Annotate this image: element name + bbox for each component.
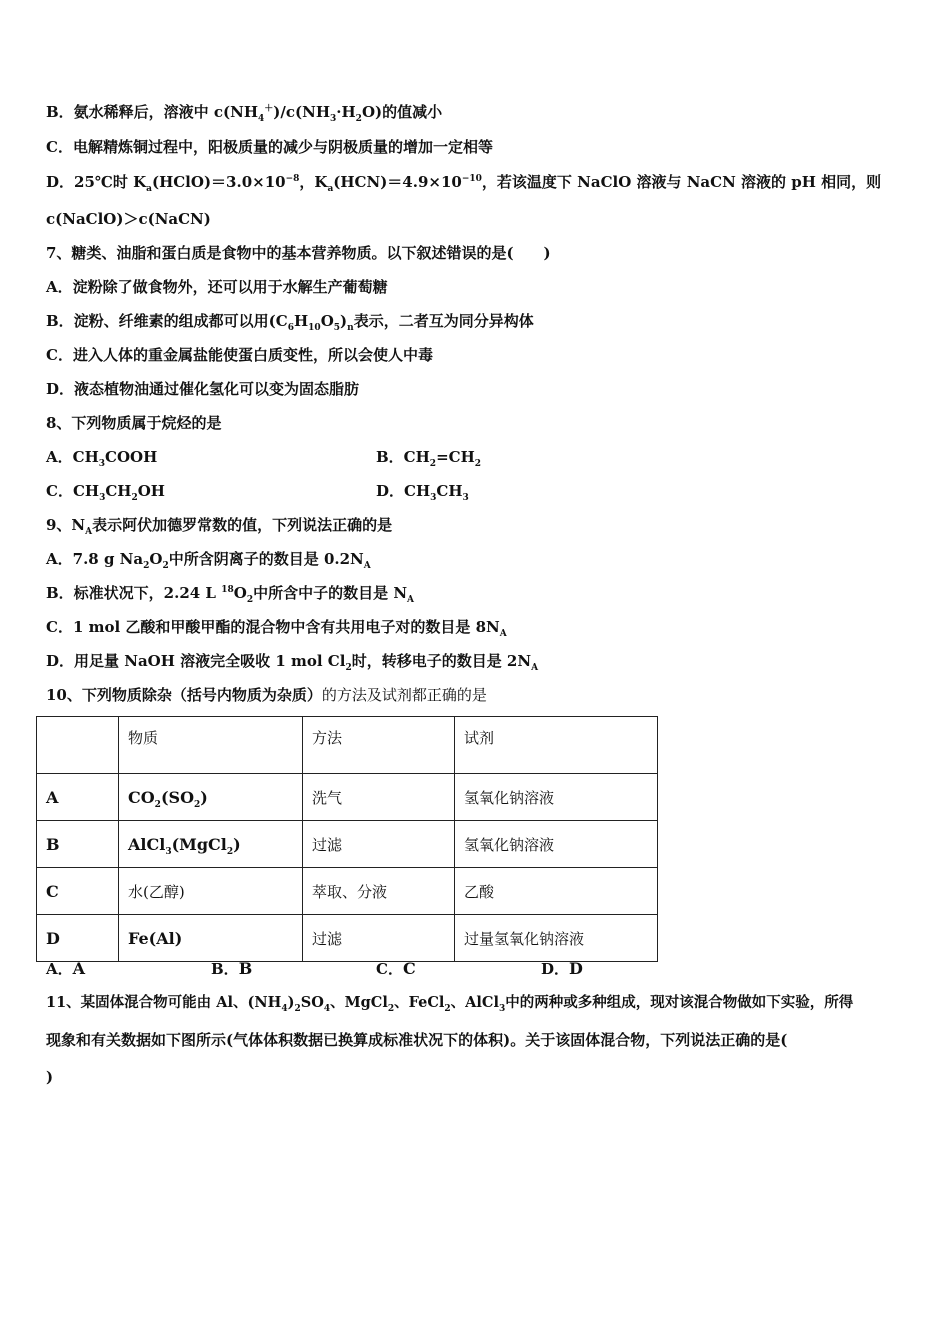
table-header-cell xyxy=(37,717,119,774)
row-label: B xyxy=(37,821,119,868)
substance-cell: Fe(Al) xyxy=(119,915,303,962)
q11-stem-line1: 11、某固体混合物可能由 Al、$(NH_4)_2SO_4$、MgCl$_2$、FeCl$_2$、AlCl$_3$中的两种或多种组成，现对该混合物做如下实验，所得 xyxy=(46,994,854,1014)
q8-option-d: D．$CH_3CH_3$ xyxy=(376,482,469,503)
q11-stem-line2: 现象和有关数据如下图所示(气体体积数据已换算成标准状况下的体积)。关于该固体混合物，下列说法正确的是( xyxy=(46,1031,788,1049)
reagent-cell: 氢氧化钠溶液 xyxy=(455,774,658,821)
q6-option-d-line1: D．25℃时 $K_a(HClO)=3.0\times 10^{-8}$，$K_a(HCN)=4.9\times 10^{-10}$，若该温度下 NaClO 溶液与 NaCN 溶液的 pH 相同，则 xyxy=(46,173,882,194)
q8-option-a: A．$CH_3COOH$ xyxy=(46,448,158,469)
table-header-cell: 物质 xyxy=(119,717,303,774)
q10-table xyxy=(36,716,658,962)
q10-table-header-row xyxy=(37,717,658,774)
q9-option-a: A．7.8 g $Na_2O_2$中所含阴离子的数目是 $0.2N_A$ xyxy=(46,550,371,571)
q10-stem: 10、下列物质除杂（括号内物质为杂质）的方法及试剂都正确的是 xyxy=(46,686,487,704)
q11-stem-line3: ) xyxy=(46,1068,54,1086)
table-header-cell: 试剂 xyxy=(455,717,658,774)
table-header-cell: 方法 xyxy=(303,717,455,774)
method-cell: 洗气 xyxy=(303,774,455,821)
reagent-cell: 过量氢氧化钠溶液 xyxy=(455,915,658,962)
q10-answer-a: A．A xyxy=(46,959,86,978)
method-cell: 过滤 xyxy=(303,821,455,868)
q9-option-b: B．标准状况下，2.24 L $^{18}O_2$中所含中子的数目是 $N_A$ xyxy=(46,584,415,605)
q7-option-a: A．淀粉除了做食物外，还可以用于水解生产葡萄糖 xyxy=(46,278,388,296)
table-row xyxy=(37,821,658,868)
reagent-cell: 氢氧化钠溶液 xyxy=(455,821,658,868)
table-row xyxy=(37,774,658,821)
q6-option-d-line2: c(NaClO)＞c(NaCN) xyxy=(46,210,211,228)
q10-answer-b: B．B xyxy=(211,959,253,978)
q8-option-c: C．$CH_3CH_2OH$ xyxy=(46,482,165,503)
row-label: C xyxy=(37,868,119,915)
table-row xyxy=(37,868,658,915)
q9-option-c: C．1 mol 乙酸和甲酸甲酯的混合物中含有共用电子对的数目是 $8N_A$ xyxy=(46,618,507,639)
substance-cell: AlCl$_3$(MgCl$_2$) xyxy=(119,821,303,868)
method-cell: 萃取、分液 xyxy=(303,868,455,915)
reagent-cell: 乙酸 xyxy=(455,868,658,915)
substance-cell: $CO_2(SO_2)$ xyxy=(119,774,303,821)
q6-option-b: B．氨水稀释后，溶液中 $c(NH_4^+)/c(NH_3\cdot H_2O)$的值减小 xyxy=(46,103,443,124)
q9-stem: 9、$N_A$表示阿伏加德罗常数的值，下列说法正确的是 xyxy=(46,516,393,537)
substance-cell: 水(乙醇) xyxy=(119,868,303,915)
q9-option-d: D．用足量 NaOH 溶液完全吸收 1 mol $Cl_2$时，转移电子的数目是 $2N_A$ xyxy=(46,652,539,673)
q8-stem: 8、下列物质属于烷烃的是 xyxy=(46,414,222,432)
q10-answer-c: C．C xyxy=(376,959,416,978)
q8-option-b: B．$CH_2=CH_2$ xyxy=(376,448,482,469)
q7-option-d: D．液态植物油通过催化氢化可以变为固态脂肪 xyxy=(46,380,360,398)
row-label: D xyxy=(37,915,119,962)
q7-option-c: C．进入人体的重金属盐能使蛋白质变性，所以会使人中毒 xyxy=(46,346,433,364)
method-cell: 过滤 xyxy=(303,915,455,962)
q7-stem: 7、糖类、油脂和蛋白质是食物中的基本营养物质。以下叙述错误的是( ) xyxy=(46,244,551,262)
table-row xyxy=(37,915,658,962)
q7-option-b: B．淀粉、纤维素的组成都可以用$(C_6H_{10}O_5)_n$表示，二者互为同分异构体 xyxy=(46,312,534,333)
q10-answer-d: D．D xyxy=(541,959,583,978)
row-label: A xyxy=(37,774,119,821)
q6-option-c: C．电解精炼铜过程中，阳极质量的减少与阴极质量的增加一定相等 xyxy=(46,138,493,156)
